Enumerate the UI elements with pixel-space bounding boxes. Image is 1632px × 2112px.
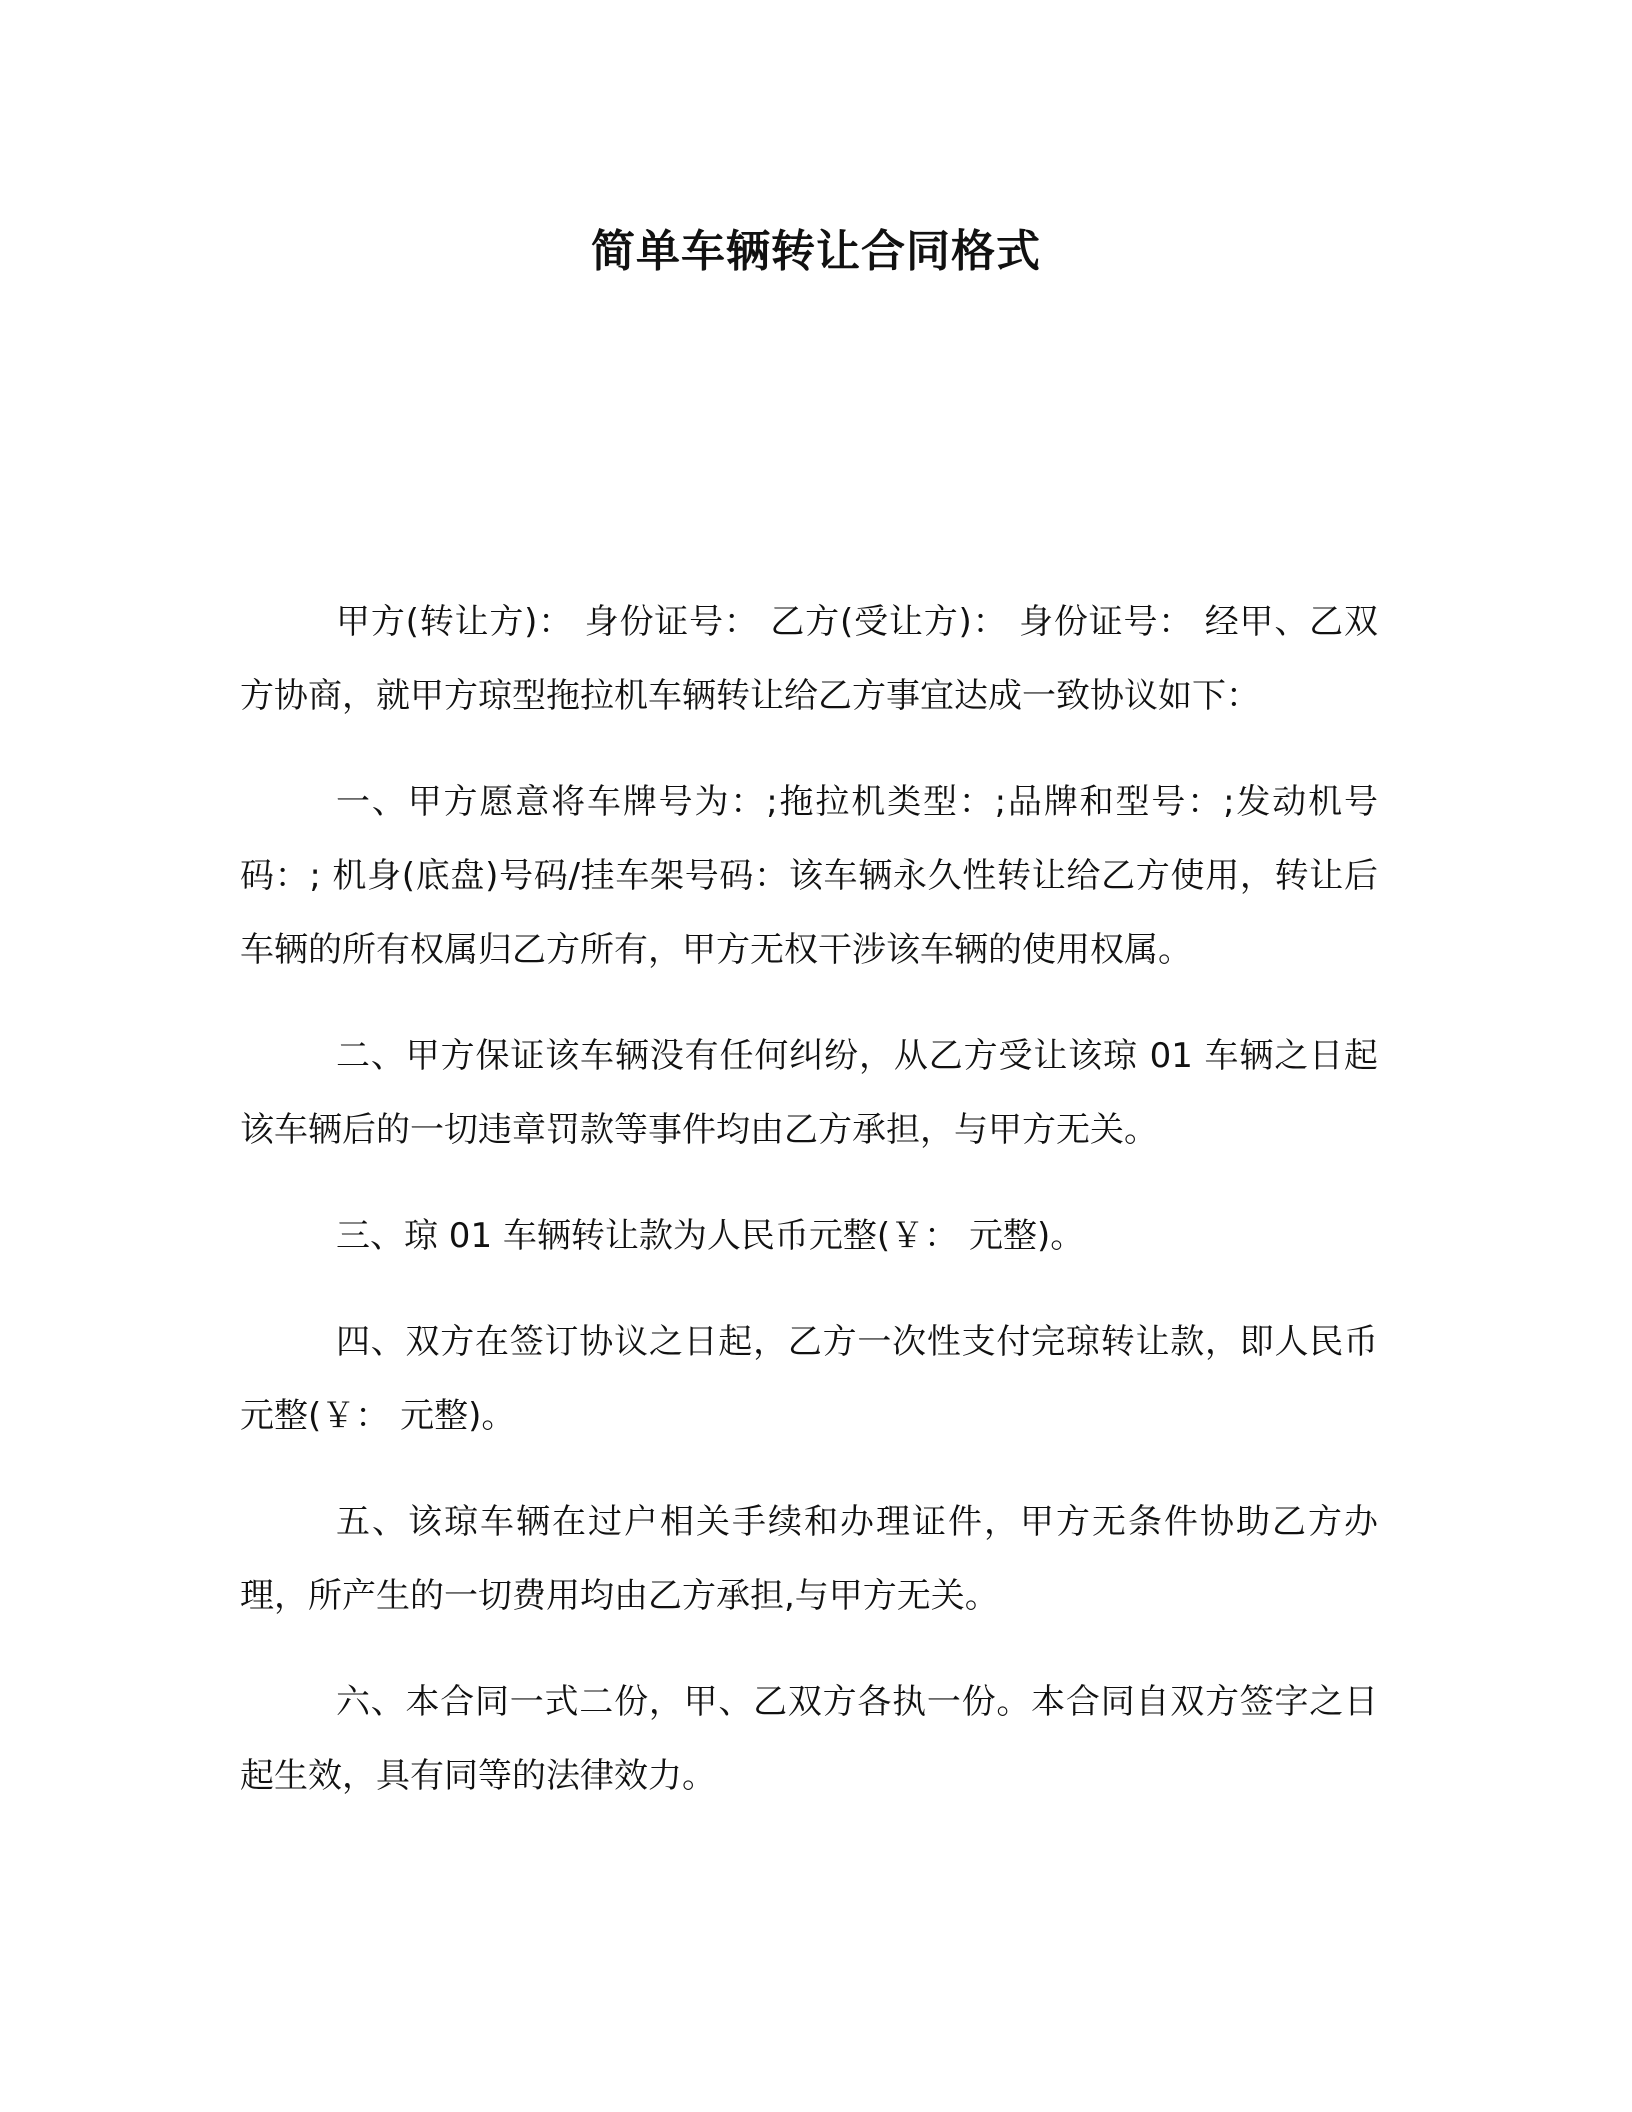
clause-1: 一、甲方愿意将车牌号为：;拖拉机类型：;品牌和型号：;发动机号码：; 机身(底盘)号码/挂车架号码：该车辆永久性转让给乙方使用，转让后车辆的所有权属归乙方所有，甲方无权干涉该车辆的使用权属。 <box>240 782 1378 970</box>
clause-5: 五、该琼车辆在过户相关手续和办理证件，甲方无条件协助乙方办理，所产生的一切费用均由乙方承担,与甲方无关。 <box>240 1502 1378 1616</box>
clause-2: 二、甲方保证该车辆没有任何纠纷，从乙方受让该琼 01 车辆之日起该车辆后的一切违章罚款等事件均由乙方承担，与甲方无关。 <box>240 1036 1378 1150</box>
clause-3: 三、琼 01 车辆转让款为人民币元整(￥： 元整)。 <box>336 1216 1085 1256</box>
clause-4: 四、双方在签订协议之日起，乙方一次性支付完琼转让款，即人民币元整(￥： 元整)。 <box>240 1322 1378 1436</box>
paragraph-intro: 甲方(转让方)： 身份证号： 乙方(受让方)： 身份证号： 经甲、乙双方协商，就甲方琼型拖拉机车辆转让给乙方事宜达成一致协议如下： <box>240 602 1378 716</box>
document-body <box>240 585 1378 1845</box>
clause-6: 六、本合同一式二份，甲、乙双方各执一份。本合同自双方签字之日起生效，具有同等的法律效力。 <box>240 1682 1378 1796</box>
document-title: 简单车辆转让合同格式 <box>591 226 1041 277</box>
